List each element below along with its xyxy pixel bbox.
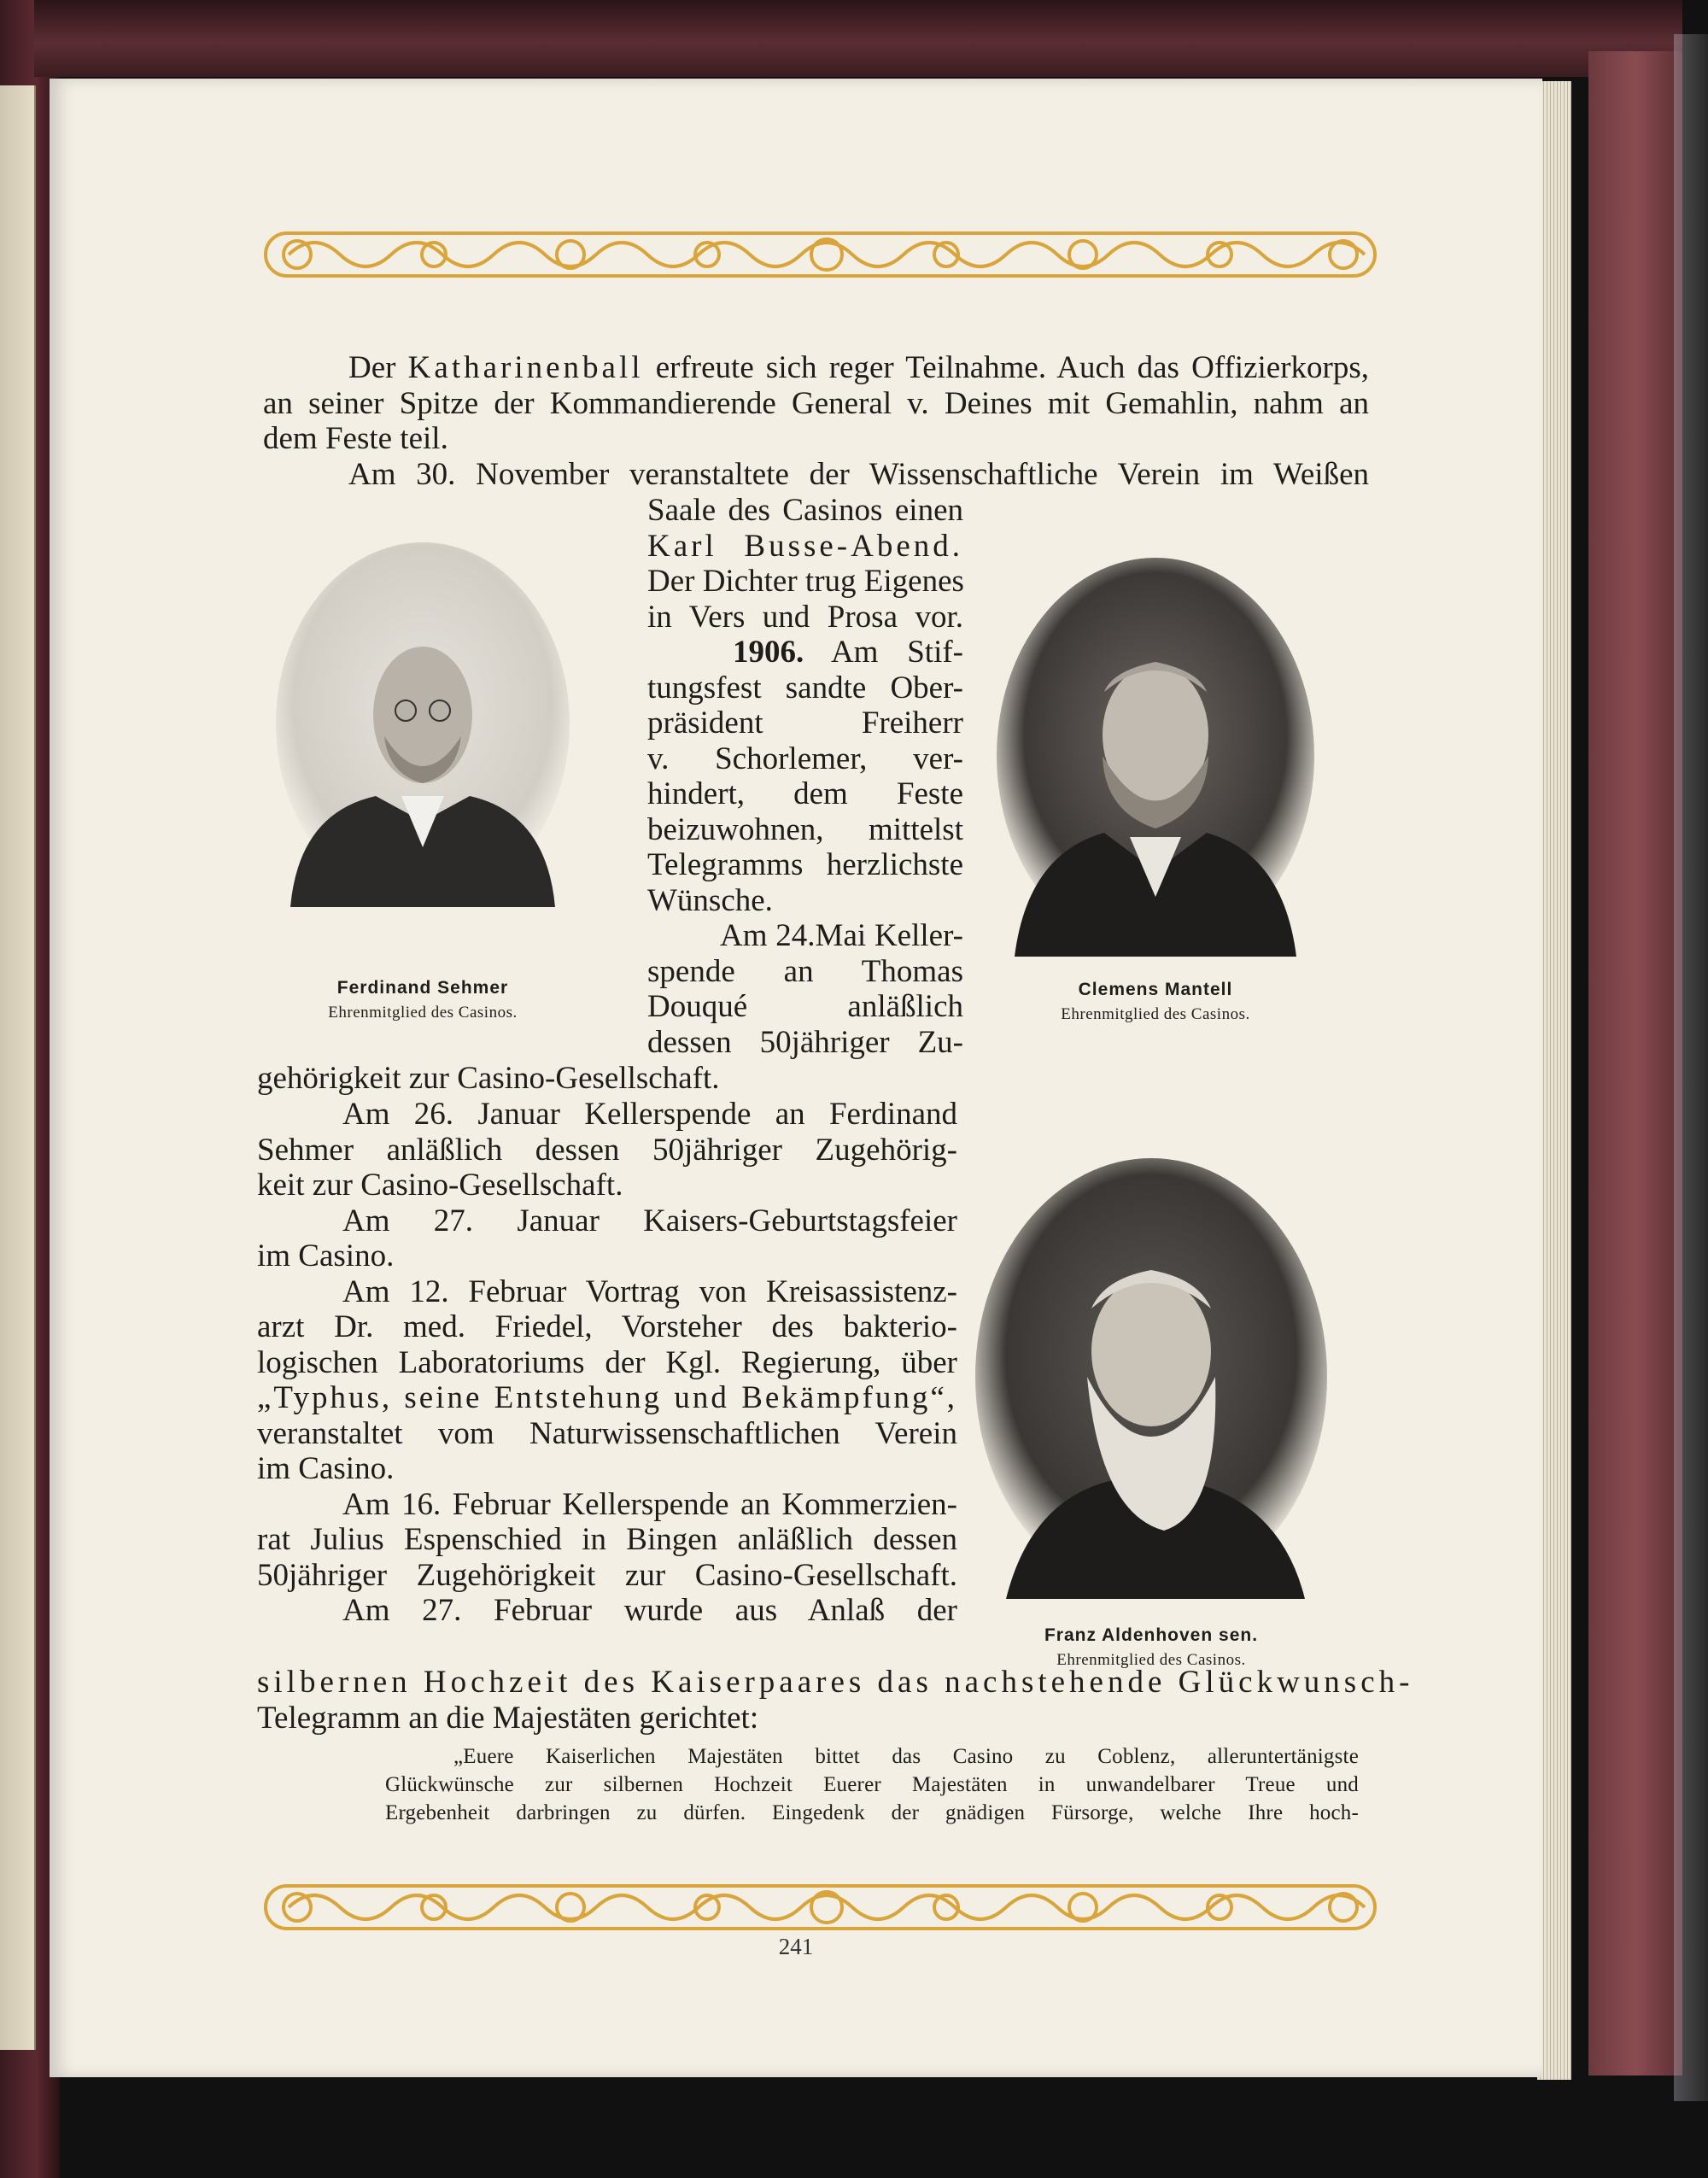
caption-clemens-mantell [985,977,1326,1027]
text-line: Saale des Casinos einen [647,493,963,528]
text-line: Telegramms herzlichste [647,847,963,882]
middle-column-text [647,493,963,1060]
page-number: 241 [778,1934,814,1959]
text-line: im Casino. [257,1451,395,1486]
text-line: Karl Busse-Abend. [647,528,963,564]
caption-role: Ehrenmitglied des Casinos. [328,1004,518,1022]
text-line: veranstaltet vom Naturwissenschaftlichen Verein [257,1415,957,1451]
text-line: an seiner Spitze der Kommandierende General v. Deines mit Gemahlin, nahm an [263,385,1369,421]
text-line: Der Dichter trug Eigenes [647,564,964,599]
text-line: im Casino. [257,1238,395,1273]
caption-name: Clemens Mantell [1078,980,1233,999]
paragraph-katharinenball [263,350,1369,457]
caption-name: Ferdinand Sehmer [336,978,509,998]
text-line: v. Schorlemer, ver- [647,741,963,776]
ornament-border-top [263,228,1378,281]
text-line: „Typhus, seine Entstehung und Bekämpfung“, [257,1380,957,1415]
text-line: tungsfest sandte Ober- [647,670,963,706]
text-line: 50jähriger Zugehörigkeit zur Casino-Gesellschaft. [257,1557,957,1593]
text-line: in Vers und Prosa vor. [647,599,963,635]
lower-left-paragraphs [257,1097,957,1629]
portrait-photo-2 [993,555,1318,957]
portrait-photo-1 [273,540,572,907]
telegram-quote [385,1742,1359,1827]
left-page-edge [0,85,36,2050]
caption-ferdinand-sehmer [231,975,615,1025]
text-line: präsident Freiherr [647,706,963,741]
ornament-bottom-svg [263,1881,1378,1934]
portrait-franz-aldenhoven [972,1155,1331,1599]
portrait-photo-3 [972,1155,1331,1599]
text-line: Am 24.Mai Keller- [720,918,963,953]
text-line: Am 16. Februar Kellerspende an Kommerzien- [342,1486,957,1522]
text-line: hindert, dem Feste [647,776,963,811]
book-cover-top [34,0,1682,77]
text-line: gehörigkeit zur Casino-Gesellschaft. [257,1061,720,1096]
text-line: 1906. Am Stif- [733,635,963,670]
year-1906: 1906. [733,635,804,670]
text-line: Douqué anläßlich [647,989,963,1024]
caption-role: Ehrenmitglied des Casinos. [1056,1651,1246,1669]
portrait-ferdinand-sehmer [273,540,572,907]
text-line: beizuwohnen, mittelst [647,811,963,847]
page-stack-edges [1537,81,1571,2080]
text-line: Am 26. Januar Kellerspende an Ferdinand [342,1097,957,1132]
text-line: dessen 50jähriger Zu- [647,1024,963,1060]
caption-role: Ehrenmitglied des Casinos. [1061,1005,1250,1023]
quote-line: Glückwünsche zur silbernen Hochzeit Euerer Majestäten in unwandelbarer Treue und [385,1773,1359,1796]
text-line: Am 27. Februar wurde aus Anlaß der [342,1593,957,1628]
text-line: logischen Laboratoriums der Kgl. Regierung, über [257,1344,957,1380]
paragraph-november [263,457,1369,493]
text-line: arzt Dr. med. Friedel, Vorsteher des bakterio- [257,1309,957,1344]
book-page [50,79,1542,2077]
text-line: Sehmer anläßlich dessen 50jähriger Zugehörig- [257,1132,957,1168]
caption-name: Franz Aldenhoven sen. [1044,1625,1259,1645]
text-line: keit zur Casino-Gesellschaft. [257,1168,623,1203]
text-line: Am 30. November veranstaltete der Wissenschaftliche Verein im Weißen [348,457,1369,492]
text-line: spende an Thomas [647,953,963,989]
ornament-top-svg [263,228,1378,281]
text-line: Der Katharinenball erfreute sich reger Teilnahme. Auch das Offizierkorps, [348,350,1370,385]
text-line: Wünsche. [647,882,773,918]
paragraph-silver-wedding [257,1665,1414,1736]
plastic-sleeve [1674,34,1708,2101]
text-line: silbernen Hochzeit des Kaiserpaares das nachstehende Glückwunsch- [257,1665,1414,1700]
text-line: rat Julius Espenschied in Bingen anläßlich dessen [257,1522,957,1557]
portrait-clemens-mantell [993,555,1318,957]
text-line: Am 27. Januar Kaisers-Geburtstagsfeier [342,1203,957,1238]
text-line: Am 12. Februar Vortrag von Kreisassistenz- [342,1273,957,1309]
quote-line: Ergebenheit darbringen zu dürfen. Eingedenk der gnädigen Fürsorge, welche Ihre hoch- [385,1801,1359,1824]
text-line: Telegramm an die Majestäten gerichtet: [257,1700,759,1736]
lower-left-column-text [257,1061,940,1097]
book-cover-right [1588,51,1682,2076]
ornament-border-bottom [263,1881,1378,1934]
quote-line: „Euere Kaiserlichen Majestäten bittet das Casino zu Coblenz, alleruntertänigste [453,1745,1359,1768]
text-line: dem Feste teil. [263,421,448,456]
